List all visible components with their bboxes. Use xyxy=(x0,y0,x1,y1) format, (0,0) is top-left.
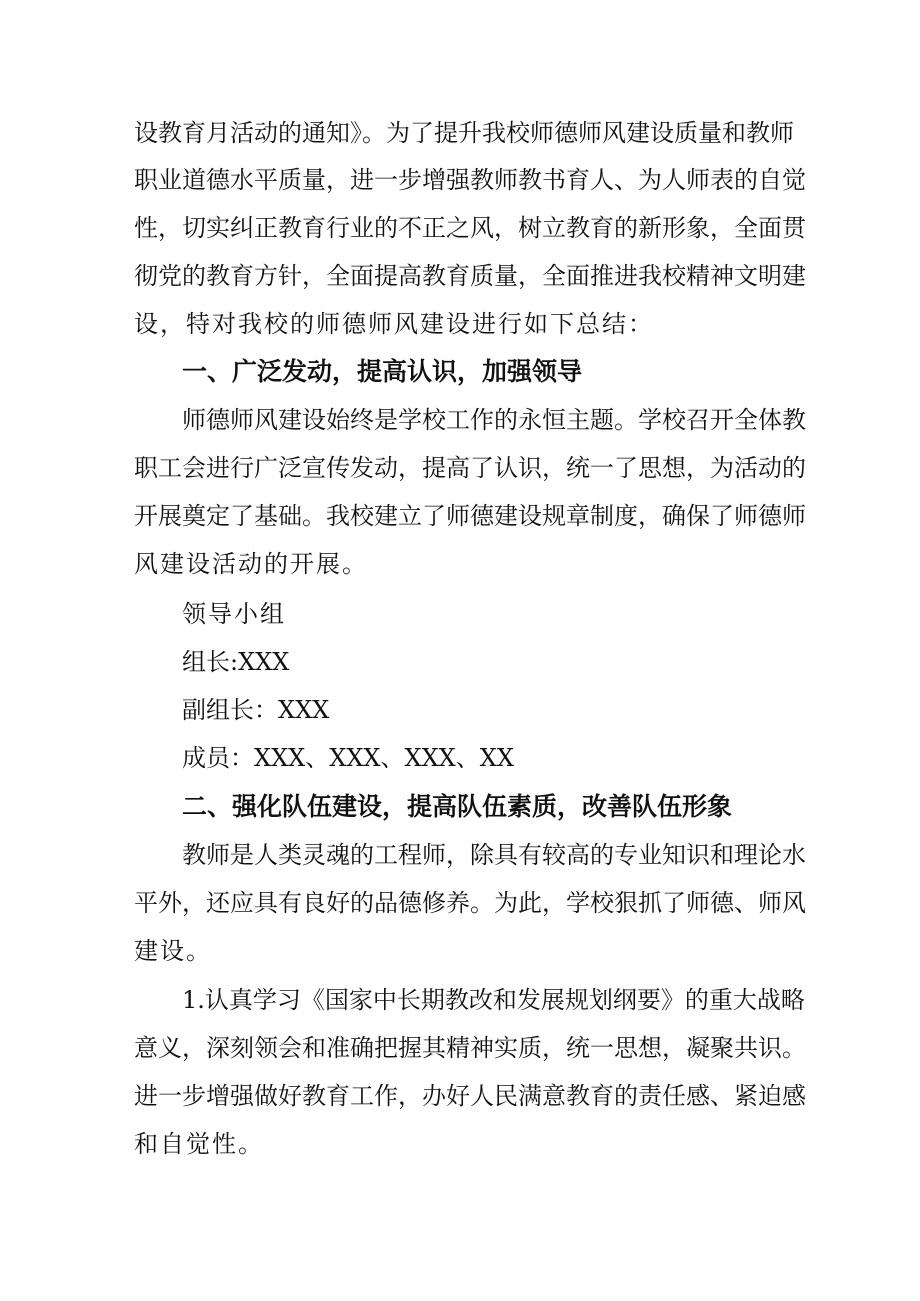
section1-heading: 一、广泛发动，提高认识，加强领导 xyxy=(182,357,583,386)
item1-line-1: 1.认真学习《国家中长期教改和发展规划纲要》的重大战略 xyxy=(182,986,805,1014)
item1-line-2: 意义，深刻领会和准确把握其精神实质，统一思想，凝聚共识。 xyxy=(134,1034,806,1062)
intro-line-1: 设教育月活动的通知》。为了提升我校师德师风建设质量和教师 xyxy=(134,119,794,147)
item1-line-3: 进一步增强做好教育工作，办好人民满意教育的责任感、紧迫感 xyxy=(134,1082,806,1110)
intro-line-2: 职业道德水平质量，进一步增强教师教书育人、为人师表的自觉 xyxy=(134,166,806,194)
section1-line-2: 职工会进行广泛宣传发动，提高了认识，统一了思想，为活动的 xyxy=(134,454,806,482)
item1-line-4: 和自觉性。 xyxy=(134,1130,264,1158)
intro-line-5: 设，特对我校的师德师风建设进行如下总结： xyxy=(134,310,654,338)
section2-heading: 二、强化队伍建设，提高队伍素质，改善队伍形象 xyxy=(182,792,733,821)
leadership-deputy: 副组长：XXX xyxy=(182,696,330,724)
section1-line-4: 风建设活动的开展。 xyxy=(134,550,368,578)
section1-line-1: 师德师风建设始终是学校工作的永恒主题。学校召开全体教 xyxy=(182,406,806,434)
intro-line-4: 彻党的教育方针，全面提高教育质量，全面推进我校精神文明建 xyxy=(134,262,806,290)
leadership-leader: 组长:XXX xyxy=(182,648,290,676)
leadership-members: 成员：XXX、XXX、XXX、XX xyxy=(182,744,514,772)
section2-line-2: 平外，还应具有良好的品德修养。为此，学校狠抓了师德、师风 xyxy=(134,889,806,917)
intro-line-3: 性，切实纠正教育行业的不正之风，树立教育的新形象，全面贯 xyxy=(134,214,806,242)
section2-line-3: 建设。 xyxy=(134,937,212,965)
leadership-title: 领导小组 xyxy=(182,600,286,628)
section2-line-1: 教师是人类灵魂的工程师，除具有较高的专业知识和理论水 xyxy=(182,841,806,869)
section1-line-3: 开展奠定了基础。我校建立了师德建设规章制度，确保了师德师 xyxy=(134,502,806,530)
